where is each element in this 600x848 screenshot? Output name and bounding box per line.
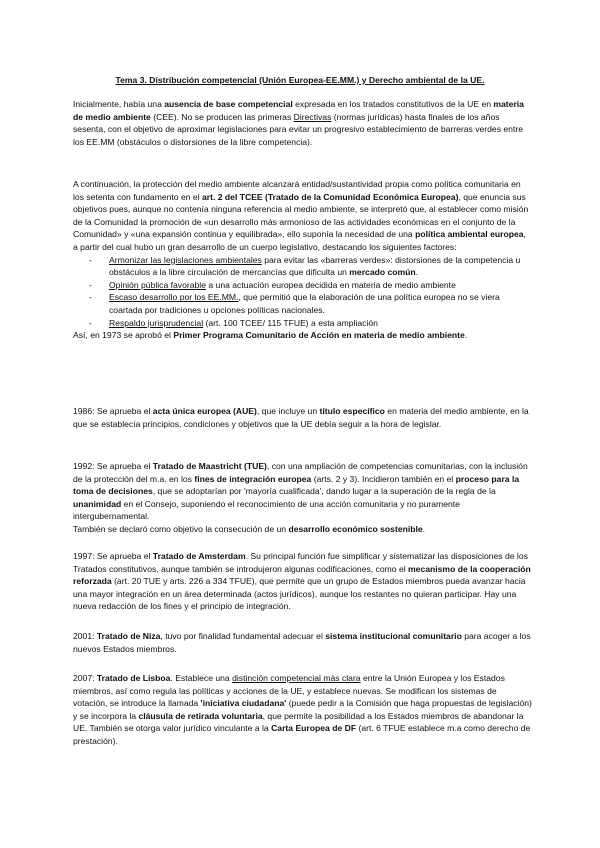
underlined-term: Armonizar las legislaciones ambientales xyxy=(109,254,262,265)
paragraph-2007 xyxy=(73,672,533,748)
bold-term: Primer Programa Comunitario de Acción en materia de medio ambiente xyxy=(173,330,465,341)
list-item xyxy=(73,291,533,316)
bold-term: Tratado de Niza xyxy=(96,631,161,641)
paragraph-1986 xyxy=(73,405,533,430)
text: (arts. 2 y 3). Incidieron también en el xyxy=(311,473,456,484)
text: 1997: Se aprueba el xyxy=(73,551,153,561)
factors-list xyxy=(73,254,533,330)
text: para acoger a los nuevos Estados miembros. xyxy=(73,631,531,654)
bold-term: título específico xyxy=(319,406,385,416)
underlined-term: distinción competencial más clara xyxy=(232,673,361,683)
text: Inicialmente, había una xyxy=(73,99,165,109)
text: , a partir del cual hubo un gran desarrollo de un cuerpo legislativo, destacando los siguientes factores: xyxy=(73,229,526,252)
text: A continuación, la protección del medio ambiente alcanzará entidad/sustantividad propia como política comunitaria en los setenta con fundamento en el xyxy=(73,179,521,202)
text: , que permite la posibilidad a los Estados miembros de abandonar la UE. También se otorga valor jurídico vinculante a la xyxy=(73,710,524,734)
text: , con una ampliación de competencias comunitarias, con la inclusión de la protección del m.a. en los xyxy=(73,461,528,484)
underlined-term: Escaso desarrollo por los EE.MM. xyxy=(109,292,239,303)
bold-term: materia de medio ambiente xyxy=(73,99,524,122)
text: , que enuncia sus objetivos pues, aunque no contenía ninguna referencia al medio ambiente, se interpretó que, al establecer como misión de la Comunidad la promoción de «un desarrollo más armonioso de las actividades económicas en el conjunto de la Comunidad» y «una expansión continua y equilibrada», ello suponía la necesidad de una xyxy=(73,191,529,240)
paragraph-2001 xyxy=(73,630,533,655)
bold-term: mecanismo de la cooperación reforzada xyxy=(73,563,531,587)
text: , que se adoptarían por 'mayoría cualificada', dando lugar a la superación de la regla de la xyxy=(152,486,496,497)
bold-term: cláusula de retirada voluntaria xyxy=(138,710,263,721)
bold-term: Carta Europea de DF xyxy=(271,723,357,734)
bold-term: mercado común xyxy=(349,267,416,278)
text: , que permitió que la elaboración de una política europea no se viera coartada por tradiciones u opciones políticas nacionales. xyxy=(109,292,500,315)
underlined-term: Respaldo jurisprudencial xyxy=(109,317,204,328)
bold-term: proceso para la toma de decisiones xyxy=(73,473,520,497)
text: También se declaró como objetivo la consecución de un xyxy=(73,523,289,534)
text: . xyxy=(464,330,468,341)
text: (CEE). No se producen las primeras xyxy=(150,111,294,122)
list-item xyxy=(73,254,533,279)
text: 1986: Se aprueba el xyxy=(73,406,153,416)
text: 2001: xyxy=(73,631,97,641)
text: . xyxy=(422,523,426,534)
underlined-term: Directivas xyxy=(293,111,332,122)
paragraph-intro xyxy=(73,98,533,148)
underlined-term: Opinión pública favorable xyxy=(109,279,206,290)
list-item xyxy=(73,317,533,330)
list-item xyxy=(73,279,533,292)
bold-term: Tratado de Maastricht (TUE) xyxy=(152,461,267,471)
paragraph-1992 xyxy=(73,460,533,536)
text: (puede pedir a la Comisión que haga propuestas de legislación) y se incorpora la xyxy=(73,698,532,721)
paragraph-1997 xyxy=(73,550,533,613)
text: , que incluye un xyxy=(256,406,320,416)
text: (art. 100 TCEE/ 115 TFUE) a esta ampliación xyxy=(203,317,378,328)
document-title: Tema 3. Distribución competencial (Unión Europea-EE.MM.) y Derecho ambiental de la UE. xyxy=(115,75,485,85)
bold-term: fines de integración europea xyxy=(194,473,312,484)
bold-term: unanimidad xyxy=(73,498,122,509)
text: (art. 6 TFUE establece m.a como derecho de prestación). xyxy=(73,723,531,746)
text: entre la Unión Europea y los Estados miembros, así como regula las políticas y acciones de la UE, y establece nuevas. Se modifican los sistemas de votación, se introduce la llamada xyxy=(73,673,505,709)
bold-term: art. 2 del TCEE (Tratado de la Comunidad Económica Europea) xyxy=(202,191,459,202)
text: a una actuación europea decidida en materia de medio ambiente xyxy=(205,279,456,290)
text: . xyxy=(415,267,419,278)
text: , tuvo por finalidad fundamental adecuar el xyxy=(160,631,326,641)
text: expresada en los tratados constitutivos de la UE en xyxy=(292,99,494,109)
bold-term: sistema institucional comunitario xyxy=(325,631,462,641)
bold-term: Tratado de Amsterdam xyxy=(152,551,246,561)
text: . Su principal función fue simplificar y sistematizar las disposiciones de los Tratados constitutivos, aunque también se introdujeron algunas codificaciones, como el xyxy=(73,551,528,574)
text: Así, en 1973 se aprobó el xyxy=(73,330,174,341)
paragraph-continuation xyxy=(73,178,533,342)
text: (art. 20 TUE y arts. 226 a 334 TFUE), que permite que un grupo de Estados miembros pueda avanzar hacia una mayor integración en un área determinada (actos jurídicos), aunque los restantes no quieran participar. Hay una nueva redacción de los fines y el principio de integración. xyxy=(73,576,526,612)
text: para evitar las «barreras verdes»: distorsiones de la competencia u obstáculos a la libre circulación de mercancías que dificulta un xyxy=(109,254,521,278)
bold-term: ausencia de base competencial xyxy=(164,99,293,109)
text: en el Consejo, suponiendo el reconocimiento de una acción comunitaria y no puramente intergubernamental. xyxy=(73,498,460,522)
bold-term: desarrollo económico sostenible xyxy=(288,523,423,534)
text: (normas jurídicas) hasta finales de los años sesenta, con el objetivo de aproximar legislaciones para evitar un progresivo establecimiento de barreras verdes entre los EE.MM (obstáculos o distorsiones de la libre competencia). xyxy=(73,111,523,147)
bold-term: política ambiental europea xyxy=(415,229,524,240)
bold-term: acta única europea (AUE) xyxy=(152,406,257,416)
text: . Establece una xyxy=(170,673,233,683)
text: 2007: xyxy=(73,673,97,683)
bold-term: 'iniciativa ciudadana' xyxy=(200,698,287,709)
text: 1992: Se aprueba el xyxy=(73,461,153,471)
bold-term: Tratado de Lisboa xyxy=(96,673,171,683)
text: en materia del medio ambiente, en la que se establecía principios, condiciones y objetivos que la UE debía seguir a la hora de legislar. xyxy=(73,406,529,429)
